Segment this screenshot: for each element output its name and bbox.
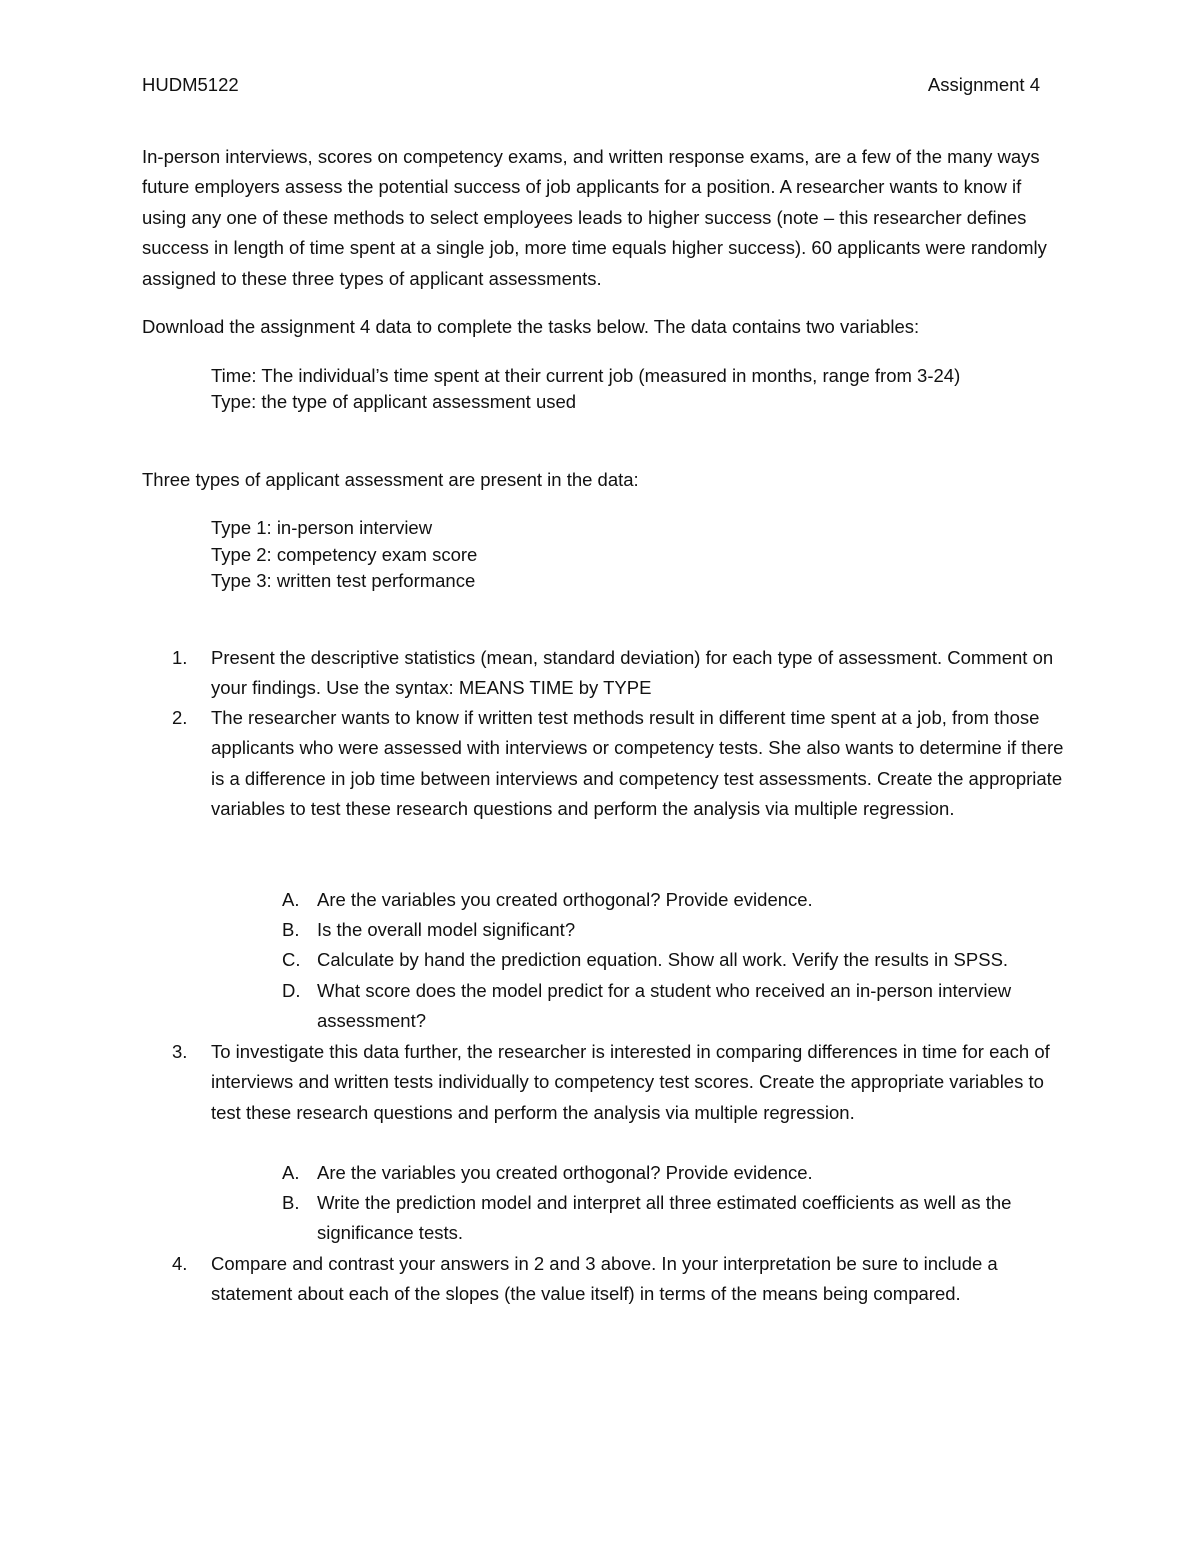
question-2a (282, 885, 1072, 915)
type-3: Type 3: written test performance (211, 570, 476, 591)
subquestion-letter: A. (282, 1162, 300, 1183)
question-3 (172, 1037, 1072, 1128)
variable-time: Time: The individual’s time spent at their current job (measured in months, range from 3-24) (211, 365, 961, 386)
subquestion-text: Are the variables you created orthogonal? Provide evidence. (317, 889, 813, 910)
type-1: Type 1: in-person interview (211, 517, 433, 538)
intro-paragraph: In-person interviews, scores on competency exams, and written response exams, are a few of the many ways future employers assess the potential success of job applicants for a position. A researcher wants to know if using any one of these methods to select employees leads to higher success (note – this researcher defines success in length of time spent at a single job, more time equals higher success). 60 applicants were randomly assigned to these three types of applicant assessments. (142, 146, 1047, 289)
question-text: The researcher wants to know if written test methods result in different time spent at a job, from those applicants who were assessed with interviews or competency tests. She also wants to determine if there is a difference in job time between interviews and competency test assessments. Create the appropriate variables to test these research questions and perform the analysis via multiple regression. (211, 707, 1064, 820)
question-3a (282, 1158, 1072, 1188)
question-2c (282, 945, 1072, 975)
type-list (211, 515, 477, 595)
variable-list (211, 363, 1091, 415)
types-intro: Three types of applicant assessment are present in the data: (142, 469, 639, 490)
question-number: 1. (172, 647, 188, 668)
assignment-title: Assignment 4 (927, 74, 1040, 95)
variable-type: Type: the type of applicant assessment used (211, 391, 577, 412)
question-1 (172, 643, 1072, 704)
question-4 (172, 1249, 1072, 1310)
question-2b (282, 915, 1072, 945)
subquestion-text: What score does the model predict for a student who received an in-person interview assessment? (317, 980, 1012, 1032)
question-text: To investigate this data further, the researcher is interested in comparing differences in time for each of interviews and written tests individually to competency test scores. Create the appropriate variables to test these research questions and perform the analysis via multiple regression. (211, 1041, 1050, 1123)
course-code: HUDM5122 (142, 74, 239, 95)
download-instructions: Download the assignment 4 data to complete the tasks below. The data contains two variables: (142, 316, 920, 337)
question-2 (172, 703, 1072, 825)
subquestion-text: Is the overall model significant? (317, 919, 576, 940)
subquestion-text: Write the prediction model and interpret all three estimated coefficients as well as the significance tests. (317, 1192, 1012, 1244)
subquestion-letter: A. (282, 889, 300, 910)
question-number: 3. (172, 1041, 188, 1062)
question-text: Present the descriptive statistics (mean, standard deviation) for each type of assessment. Comment on your findings. Use the syntax: MEANS TIME by TYPE (211, 647, 1054, 699)
type-2: Type 2: competency exam score (211, 543, 478, 565)
subquestion-letter: D. (282, 980, 301, 1001)
subquestion-letter: B. (282, 1192, 300, 1213)
question-3b (282, 1188, 1072, 1249)
question-number: 2. (172, 707, 188, 728)
subquestion-text: Calculate by hand the prediction equation. Show all work. Verify the results in SPSS. (317, 949, 1009, 970)
subquestion-text: Are the variables you created orthogonal? Provide evidence. (317, 1162, 813, 1183)
question-number: 4. (172, 1253, 188, 1274)
question-2d (282, 976, 1072, 1037)
subquestion-letter: C. (282, 949, 301, 970)
question-text: Compare and contrast your answers in 2 and 3 above. In your interpretation be sure to include a statement about each of the slopes (the value itself) in terms of the means being compared. (211, 1253, 998, 1305)
subquestion-letter: B. (282, 919, 300, 940)
